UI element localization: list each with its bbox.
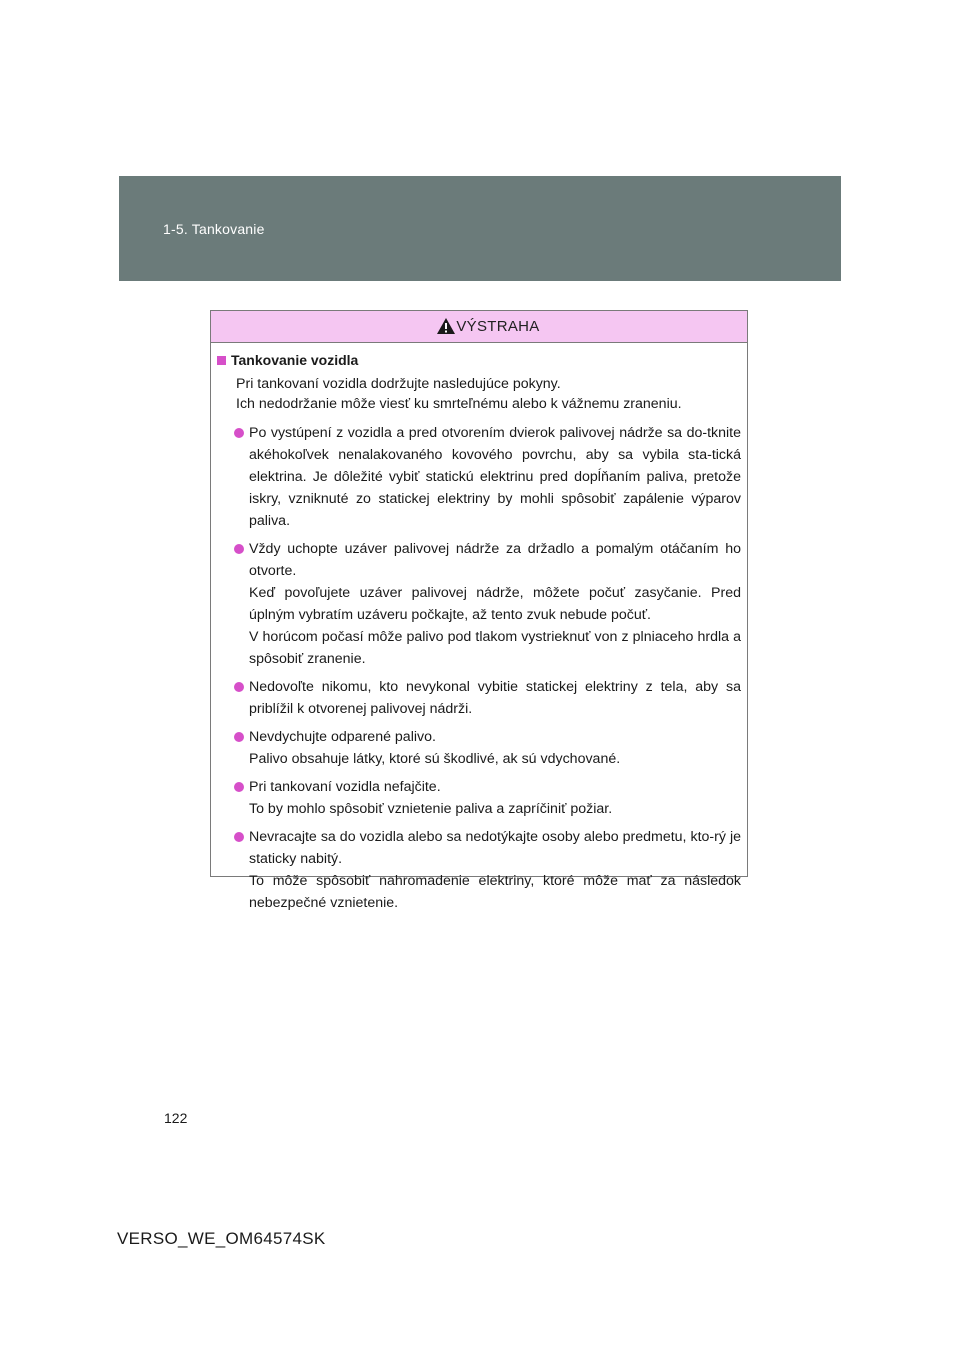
- warning-triangle-icon: [436, 317, 456, 335]
- section-heading-text: Tankovanie vozidla: [231, 352, 359, 368]
- section-title: 1-5. Tankovanie: [163, 221, 265, 237]
- warning-content: [211, 343, 747, 914]
- bullet-paragraph: Vždy uchopte uzáver palivovej nádrže za držadlo a pomalým otáčaním ho otvorte.: [249, 541, 741, 579]
- bullet-paragraph: Nevdychujte odparené palivo.: [249, 729, 436, 745]
- bullet-paragraph: V horúcom počasí môže palivo pod tlakom vystrieknuť von z plniaceho hrdla a spôsobiť zranenie.: [249, 629, 741, 667]
- list-item: [217, 422, 741, 532]
- bullet-paragraph: To môže spôsobiť nahromadenie elektriny, ktoré môže mať za následok nebezpečné vznietenie.: [249, 873, 741, 911]
- bullet-paragraph: Pri tankovaní vozidla nefajčite.: [249, 779, 441, 795]
- document-code: VERSO_WE_OM64574SK: [117, 1229, 326, 1248]
- header-bar: [119, 176, 841, 281]
- circle-bullet-icon: [234, 428, 244, 438]
- circle-bullet-icon: [234, 732, 244, 742]
- intro-line: Ich nedodržanie môže viesť ku smrteľnému alebo k vážnemu zraneniu.: [236, 396, 682, 412]
- circle-bullet-icon: [234, 544, 244, 554]
- bullet-paragraph: Palivo obsahuje látky, ktoré sú škodlivé, ak sú vdychované.: [249, 751, 621, 767]
- page-number: 122: [164, 1110, 188, 1126]
- list-item: [217, 776, 741, 820]
- bullet-paragraph: Po vystúpení z vozidla a pred otvorením dvierok palivovej nádrže sa do-tknite akéhokoľvek nenalakovaného kovového povrchu, aby sa vybila sta-tická elektrina. Je dôležité vybiť statickú elektrinu pred dopĺňaním paliva, pretože iskry, vzniknuté zo statickej elektriny by mohli spôsobiť zapálenie výparov paliva.: [249, 425, 741, 529]
- warning-box: [210, 310, 748, 911]
- list-item: [217, 538, 741, 670]
- circle-bullet-icon: [234, 782, 244, 792]
- intro-line: Pri tankovaní vozidla dodržujte nasledujúce pokyny.: [236, 376, 561, 392]
- list-item: [217, 676, 741, 720]
- bullet-paragraph: Keď povoľujete uzáver palivovej nádrže, môžete počuť zasyčanie. Pred úplným vybratím uzáveru počkajte, až tento zvuk nebude počuť.: [249, 585, 741, 623]
- bullet-paragraph: Nevracajte sa do vozidla alebo sa nedotýkajte osoby alebo predmetu, kto-rý je staticky nabitý.: [249, 829, 741, 867]
- bullet-paragraph: To by mohlo spôsobiť vznietenie paliva a zapríčiniť požiar.: [249, 801, 613, 817]
- list-item: [217, 726, 741, 770]
- list-item: [217, 826, 741, 914]
- section-heading: [217, 352, 741, 368]
- bullet-list: [217, 422, 741, 914]
- circle-bullet-icon: [234, 682, 244, 692]
- circle-bullet-icon: [234, 832, 244, 842]
- bullet-paragraph: Nedovoľte nikomu, kto nevykonal vybitie statickej elektriny z tela, aby sa priblížil k otvorenej palivovej nádrži.: [249, 679, 741, 717]
- warning-header: [211, 311, 747, 343]
- intro-text: [236, 374, 741, 414]
- square-bullet-icon: [217, 356, 226, 365]
- warning-title: VÝSTRAHA: [456, 318, 540, 335]
